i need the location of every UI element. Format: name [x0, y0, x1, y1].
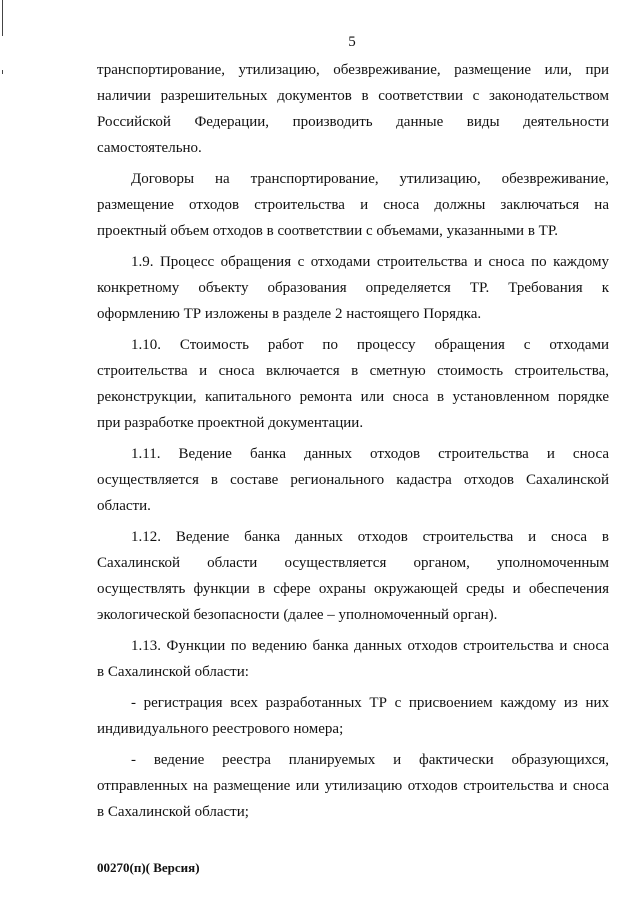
paragraph	[97, 166, 609, 244]
text-line: реконструкции, капитального ремонта или сноса в установленном порядке	[97, 389, 609, 405]
paragraph	[97, 690, 609, 742]
text-line: осуществлять функции в сфере охраны окружающей среды и обеспечения	[97, 581, 609, 597]
text-line: 1.12. Ведение банка данных отходов строительства и сноса в	[131, 529, 609, 545]
document-footer-code: 00270(п)( Версия)	[97, 860, 200, 875]
paragraph	[97, 249, 609, 327]
text-line: проектный объем отходов в соответствии с объемами, указанными в ТР.	[97, 223, 559, 239]
document-body	[97, 57, 609, 825]
text-line: Российской Федерации, производить данные виды деятельности	[97, 114, 609, 130]
paragraph	[97, 747, 609, 825]
text-line: - ведение реестра планируемых и фактически образующихся,	[131, 752, 609, 768]
text-line: 1.10. Стоимость работ по процессу обращения с отходами	[131, 337, 609, 353]
text-line: в Сахалинской области:	[97, 664, 249, 680]
text-line: 1.13. Функции по ведению банка данных отходов строительства и сноса	[131, 638, 609, 654]
text-line: строительства и сноса включается в сметную стоимость строительства,	[97, 363, 609, 379]
text-line: Сахалинской области осуществляется органом, уполномоченным	[97, 555, 609, 571]
text-line: при разработке проектной документации.	[97, 415, 364, 431]
page-number: 5	[348, 34, 356, 50]
text-line: в Сахалинской области;	[97, 804, 249, 820]
text-line: - регистрация всех разработанных ТР с присвоением каждому из них	[131, 695, 609, 711]
paragraph	[97, 524, 609, 628]
text-line: самостоятельно.	[97, 140, 202, 156]
paragraph	[97, 332, 609, 436]
text-line: наличии разрешительных документов в соответствии с законодательством	[97, 88, 609, 104]
text-line: конкретному объекту образования определяется ТР. Требования к	[97, 280, 609, 296]
text-line: 1.9. Процесс обращения с отходами строительства и сноса по каждому	[131, 254, 609, 270]
text-line: экологической безопасности (далее – уполномоченный орган).	[97, 607, 498, 623]
text-line: осуществляется в составе регионального кадастра отходов Сахалинской	[97, 472, 609, 488]
text-line: 1.11. Ведение банка данных отходов строительства и сноса	[131, 446, 609, 462]
text-line: транспортирование, утилизацию, обезвреживание, размещение или, при	[97, 62, 609, 78]
text-line: Договоры на транспортирование, утилизацию, обезвреживание,	[131, 171, 609, 187]
text-line: области.	[97, 498, 151, 514]
text-line: размещение отходов строительства и сноса должны заключаться на	[97, 197, 609, 213]
scan-edge-mark	[2, 0, 3, 36]
text-line: оформлению ТР изложены в разделе 2 настоящего Порядка.	[97, 306, 482, 322]
text-line: отправленных на размещение или утилизацию отходов строительства и сноса	[97, 778, 609, 794]
paragraph	[97, 57, 609, 161]
paragraph	[97, 441, 609, 519]
scan-edge-mark	[2, 70, 3, 74]
paragraph	[97, 633, 609, 685]
text-line: индивидуального реестрового номера;	[97, 721, 344, 737]
